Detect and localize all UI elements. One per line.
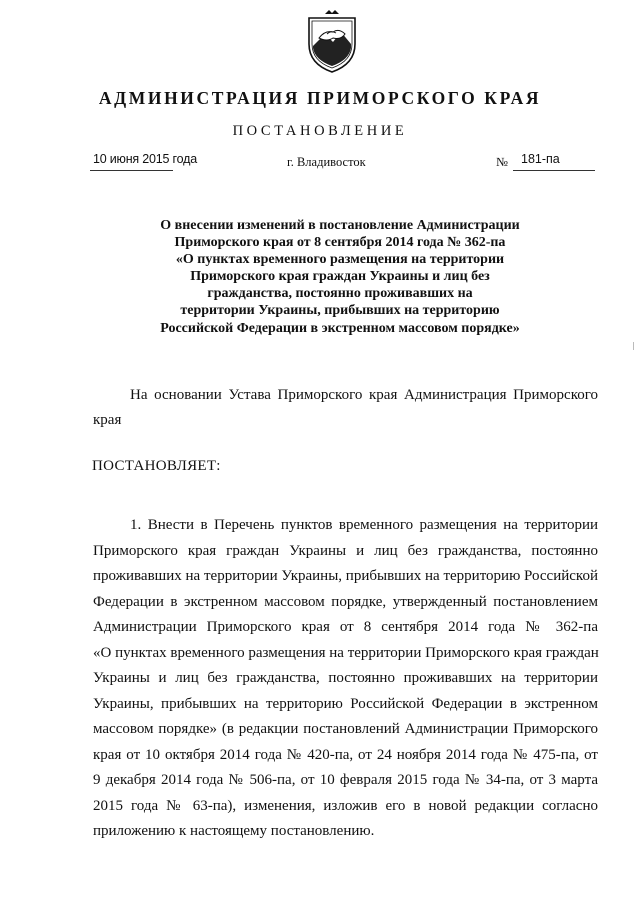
item-1-line: Федерации в экстренном массовом порядке, утвержденный постановлением [93, 593, 598, 610]
item-1-line: приложению к настоящему постановлению. [93, 823, 375, 839]
number-underline [513, 170, 595, 171]
document-title [120, 217, 560, 337]
scan-edge-mark [633, 342, 634, 350]
document-city: г. Владивосток [287, 155, 366, 169]
preamble-paragraph [93, 383, 598, 433]
item-1-line: «О пунктах временного размещения на территории Приморского края граждан [93, 644, 599, 661]
decree-heading: ПОСТАНОВЛЯЕТ: [92, 458, 221, 474]
title-line: территории Украины, прибывших на территорию [180, 303, 500, 319]
item-1-paragraph [93, 513, 598, 845]
agency-name: АДМИНИСТРАЦИЯ ПРИМОРСКОГО КРАЯ [98, 88, 542, 108]
preamble-line: На основании Устава Приморского края Администрация Приморского [130, 387, 598, 403]
item-1-line: Украины и лиц без гражданства, постоянно проживавших на территории [93, 670, 598, 686]
number-label: № [496, 155, 508, 169]
title-line: Российской Федерации в экстренном массовом порядке» [160, 320, 520, 336]
title-line: Приморского края граждан Украины и лиц без [190, 269, 490, 285]
item-1-line: 2015 года № 63-па), изменения, изложив его в новой редакции согласно [93, 797, 598, 814]
title-line: гражданства, постоянно проживавших на [207, 286, 473, 302]
title-line: О внесении изменений в постановление Администрации [160, 218, 520, 233]
item-1-line: Администрации Приморского края от 8 сентября 2014 года № 362-па [93, 619, 598, 635]
document-number: 181-па [521, 152, 560, 166]
item-1-line: Украины, прибывших на территорию Российской Федерации в экстренном [93, 695, 598, 712]
item-1-line: Приморского края граждан Украины и лиц без гражданства, постоянно [93, 542, 598, 559]
item-1-line: 1. Внести в Перечень пунктов временного размещения на территории [130, 517, 598, 533]
item-1-line: массовом порядке» (в редакции постановлений Администрации Приморского [93, 721, 598, 737]
coat-of-arms-emblem [303, 8, 361, 74]
date-underline [90, 170, 173, 171]
item-1-line: края от 10 октября 2014 года № 420-па, от 24 ноября 2014 года № 475-па, от [93, 746, 598, 763]
title-line: Приморского края от 8 сентября 2014 года № 362-па [174, 235, 506, 251]
item-1-line: проживавших на территории Украины, прибывших на территорию Российской [93, 568, 598, 584]
document-date: 10 июня 2015 года [93, 152, 197, 166]
preamble-line: края [93, 412, 122, 428]
item-1-line: 9 декабря 2014 года № 506-па, от 10 февраля 2015 года № 34-па, от 3 марта [93, 772, 598, 788]
title-line: «О пунктах временного размещения на территории [175, 252, 505, 268]
document-type: ПОСТАНОВЛЕНИЕ [232, 123, 408, 139]
